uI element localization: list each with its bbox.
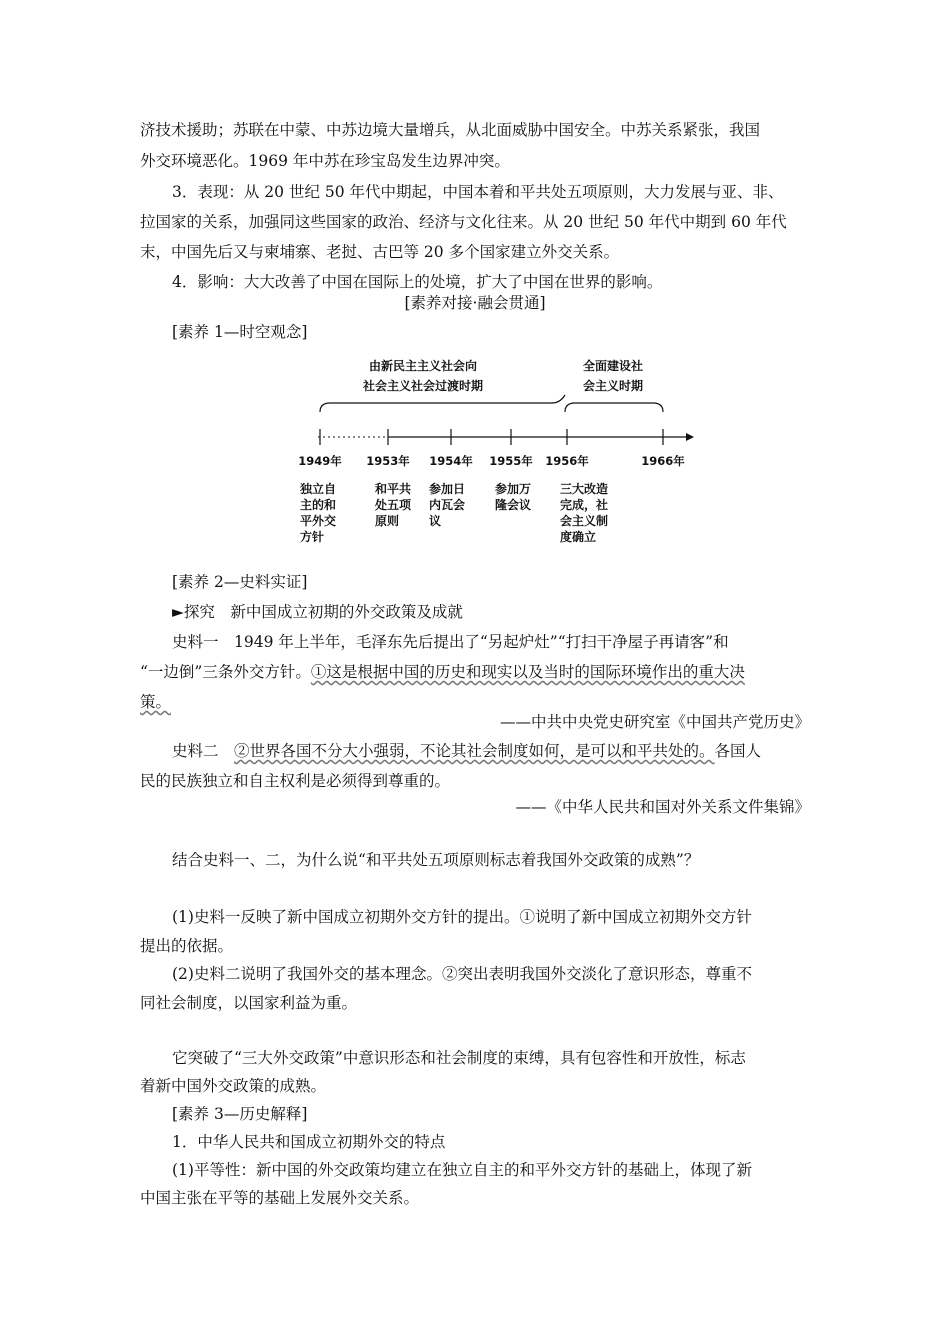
timeline-diagram [290, 355, 710, 555]
suyang-2-heading: [素养 2—史料实证] [172, 573, 308, 591]
source-1-citation: ——中共中央党史研究室《中国共产党历史》 [499, 713, 810, 731]
question: 结合史料一、二，为什么说“和平共处五项原则标志着我国外交政策的成熟”？ [172, 851, 700, 869]
timeline-event-text: 隆会议 [495, 498, 532, 512]
timeline-event-text: 独立自 [300, 482, 337, 496]
timeline-event-text: 主的和 [300, 498, 337, 512]
timeline-event-text: 度确立 [560, 530, 597, 544]
source-1-underlined-tail: 策。 [140, 693, 172, 711]
timeline-year-label: 1955年 [489, 454, 533, 468]
source-1-text: “一边倒”三条外交方针。 [140, 663, 311, 681]
analysis-line: (1)史料一反映了新中国成立初期外交方针的提出。①说明了新中国成立初期外交方针 [172, 908, 752, 926]
timeline-event-text: 三大改造 [560, 482, 609, 496]
timeline-year-label: 1954年 [429, 454, 473, 468]
section-heading: [素养对接·融会贯通] [404, 294, 546, 312]
paragraph-line: 拉国家的关系，加强同这些国家的政治、经济与文化往来。从 20 世纪 50 年代中期到 60 年代 [140, 213, 787, 231]
paragraph-line: 4．影响：大大改善了中国在国际上的处境，扩大了中国在世界的影响。 [172, 273, 663, 291]
timeline-arrow-icon [686, 433, 694, 441]
point-1-heading: 1．中华人民共和国成立初期外交的特点 [172, 1133, 446, 1151]
paragraph-line: 外交环境恶化。1969 年中苏在珍宝岛发生边界冲突。 [140, 152, 510, 170]
timeline-event-text: 处五项 [375, 498, 412, 512]
timeline-event-text: 参加万 [495, 482, 532, 496]
point-1-text: 中国主张在平等的基础上发展外交关系。 [140, 1189, 420, 1207]
timeline-event-text: 参加日 [429, 482, 466, 496]
suyang-1-heading: [素养 1—时空观念] [172, 323, 308, 341]
timeline-event-text: 方针 [300, 530, 325, 544]
timeline-event-text: 平外交 [300, 514, 337, 528]
source-2-underlined: ②世界各国不分大小强弱，不论其社会制度如何，是可以和平共处的。 [234, 742, 715, 760]
source-2-label: 史料二 [172, 742, 235, 760]
source-1-underlined: ①这是根据中国的历史和现实以及当时的国际环境作出的重大决 [310, 663, 745, 681]
analysis-line: (2)史料二说明了我国外交的基本理念。②突出表明我国外交淡化了意识形态，尊重不 [172, 965, 752, 983]
paragraph-line: 3．表现：从 20 世纪 50 年代中期起，中国本着和平共处五项原则，大力发展与亚、非、 [172, 183, 784, 201]
paragraph-line: 济技术援助；苏联在中蒙、中苏边境大量增兵，从北面威胁中国安全。中苏关系紧张，我国 [140, 121, 761, 139]
period-2-label-line1: 全面建设社 [582, 359, 644, 373]
timeline-event-text: 和平共 [375, 482, 412, 496]
analysis-line: 同社会制度，以国家利益为重。 [140, 994, 358, 1012]
point-1-text: (1)平等性：新中国的外交政策均建立在独立自主的和平外交方针的基础上，体现了新 [172, 1161, 752, 1179]
timeline-event-text: 内瓦会 [429, 498, 466, 512]
explore-heading: ►探究 新中国成立初期的外交政策及成就 [172, 603, 463, 621]
source-1-line [140, 692, 171, 712]
source-1-line [140, 662, 745, 682]
answer-line: 它突破了“三大外交政策”中意识形态和社会制度的束缚，具有包容性和开放性，标志 [172, 1049, 746, 1067]
timeline-year-label: 1966年 [641, 454, 685, 468]
source-2-tail: 各国人 [714, 742, 762, 760]
timeline-event-text: 会主义制 [560, 514, 609, 528]
source-2-line [172, 741, 761, 761]
timeline-year-label: 1949年 [298, 454, 342, 468]
answer-line: 着新中国外交政策的成熟。 [140, 1077, 327, 1095]
analysis-line: 提出的依据。 [140, 937, 234, 955]
timeline-events [299, 481, 608, 544]
timeline-event-text: 原则 [375, 514, 400, 528]
period-1-brace-main [320, 395, 565, 412]
period-2-brace [565, 403, 663, 412]
timeline-year-label: 1953年 [366, 454, 410, 468]
source-2-line: 民的民族独立和自主权利是必须得到尊重的。 [140, 772, 451, 790]
period-1-label-line1: 由新民主主义社会向 [368, 359, 478, 373]
period-2-label-line2: 会主义时期 [582, 379, 644, 393]
paragraph-line: 末，中国先后又与柬埔寨、老挝、古巴等 20 多个国家建立外交关系。 [140, 243, 620, 261]
suyang-3-heading: [素养 3—历史解释] [172, 1105, 308, 1123]
timeline-event-text: 完成，社 [560, 498, 609, 512]
timeline-year-label: 1956年 [545, 454, 589, 468]
period-1-label-line2: 社会主义社会过渡时期 [362, 379, 484, 393]
source-2-citation: ——《中华人民共和国对外关系文件集锦》 [515, 798, 810, 816]
timeline-event-text: 议 [429, 514, 442, 528]
timeline-years [298, 454, 685, 468]
source-1-line: 史料一 1949 年上半年，毛泽东先后提出了“另起炉灶”“打扫干净屋子再请客”和 [172, 633, 729, 651]
